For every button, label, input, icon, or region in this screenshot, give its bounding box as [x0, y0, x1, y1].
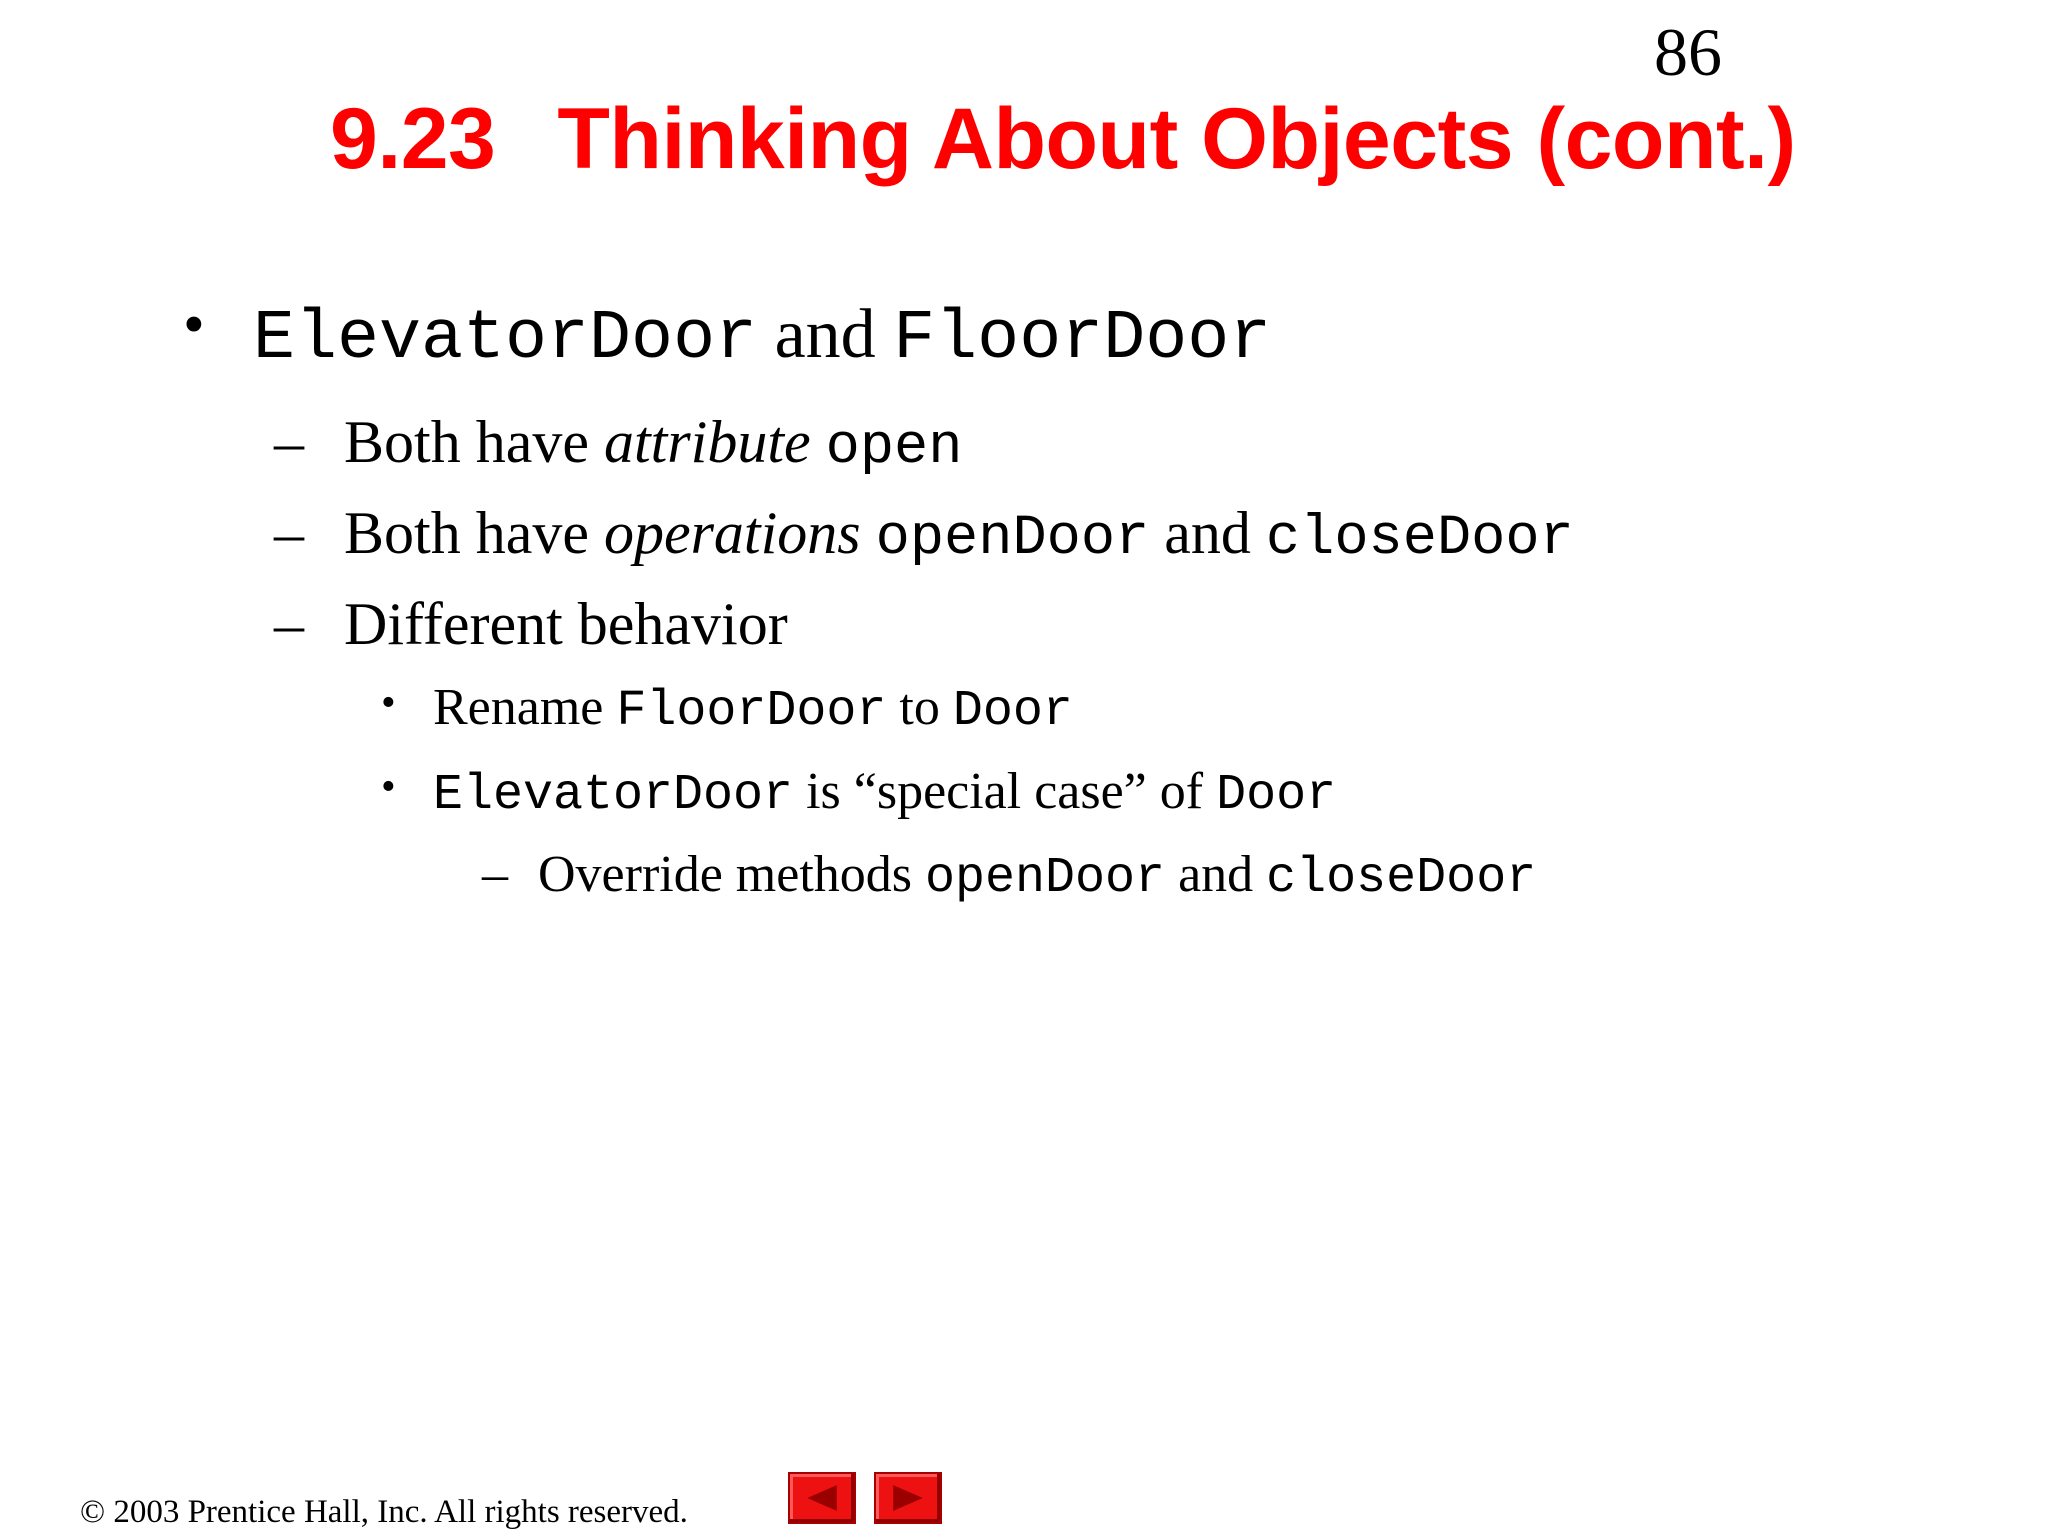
text-prefix: Rename — [433, 679, 617, 736]
bullet-marker: • — [183, 291, 205, 359]
sub-bullet-content: Different behavior — [344, 591, 788, 657]
text-to: to — [886, 679, 953, 736]
text-and: and — [757, 296, 894, 373]
text-prefix: Override methods — [538, 846, 926, 903]
title-section-number: 9.23 — [330, 91, 496, 187]
text-and: and — [1165, 846, 1267, 903]
copyright-footer: © 2003 Prentice Hall, Inc. All rights reserved. — [80, 1494, 688, 1530]
next-slide-button[interactable] — [874, 1472, 942, 1524]
code-floordoor: FloorDoor — [616, 683, 887, 740]
dash-marker: – — [274, 591, 304, 657]
text-and: and — [1149, 500, 1266, 566]
bullet-marker: • — [381, 680, 396, 726]
text-prefix: Both have — [344, 500, 604, 566]
sub-bullet-content — [344, 409, 963, 480]
code-class-elevatordoor: ElevatorDoor — [253, 300, 758, 379]
text-space — [811, 409, 826, 475]
bullet-marker: • — [381, 764, 396, 810]
text-emphasis: operations — [603, 500, 861, 566]
sub-bullet-content — [344, 500, 1574, 571]
code-opendoor: openDoor — [875, 507, 1150, 571]
code-elevatordoor: ElevatorDoor — [433, 767, 794, 824]
text-prefix: Both have — [344, 409, 604, 475]
code-class-floordoor: FloorDoor — [893, 300, 1272, 379]
dash-marker: – — [274, 500, 304, 566]
dash-marker: – — [274, 409, 304, 475]
slide-title — [330, 91, 1796, 187]
item-content — [433, 679, 1073, 740]
bullet-content — [253, 296, 1272, 379]
text-space — [861, 500, 876, 566]
right-triangle-icon — [876, 1474, 940, 1522]
previous-slide-button[interactable] — [788, 1472, 856, 1524]
title-text: Thinking About Objects (cont.) — [557, 91, 1796, 187]
page-number: 86 — [1654, 14, 1722, 90]
text-emphasis: attribute — [603, 409, 811, 475]
text-special-case: is “special case” of — [793, 763, 1217, 820]
code-closedoor: closeDoor — [1266, 850, 1537, 907]
code-door: Door — [1216, 767, 1337, 824]
dash-marker: – — [482, 846, 508, 903]
code-door: Door — [952, 683, 1073, 740]
code-open: open — [825, 416, 963, 480]
left-triangle-icon — [790, 1474, 854, 1522]
item-content — [538, 846, 1537, 907]
code-closedoor: closeDoor — [1265, 507, 1574, 571]
code-opendoor: openDoor — [925, 850, 1166, 907]
item-content — [433, 763, 1337, 824]
